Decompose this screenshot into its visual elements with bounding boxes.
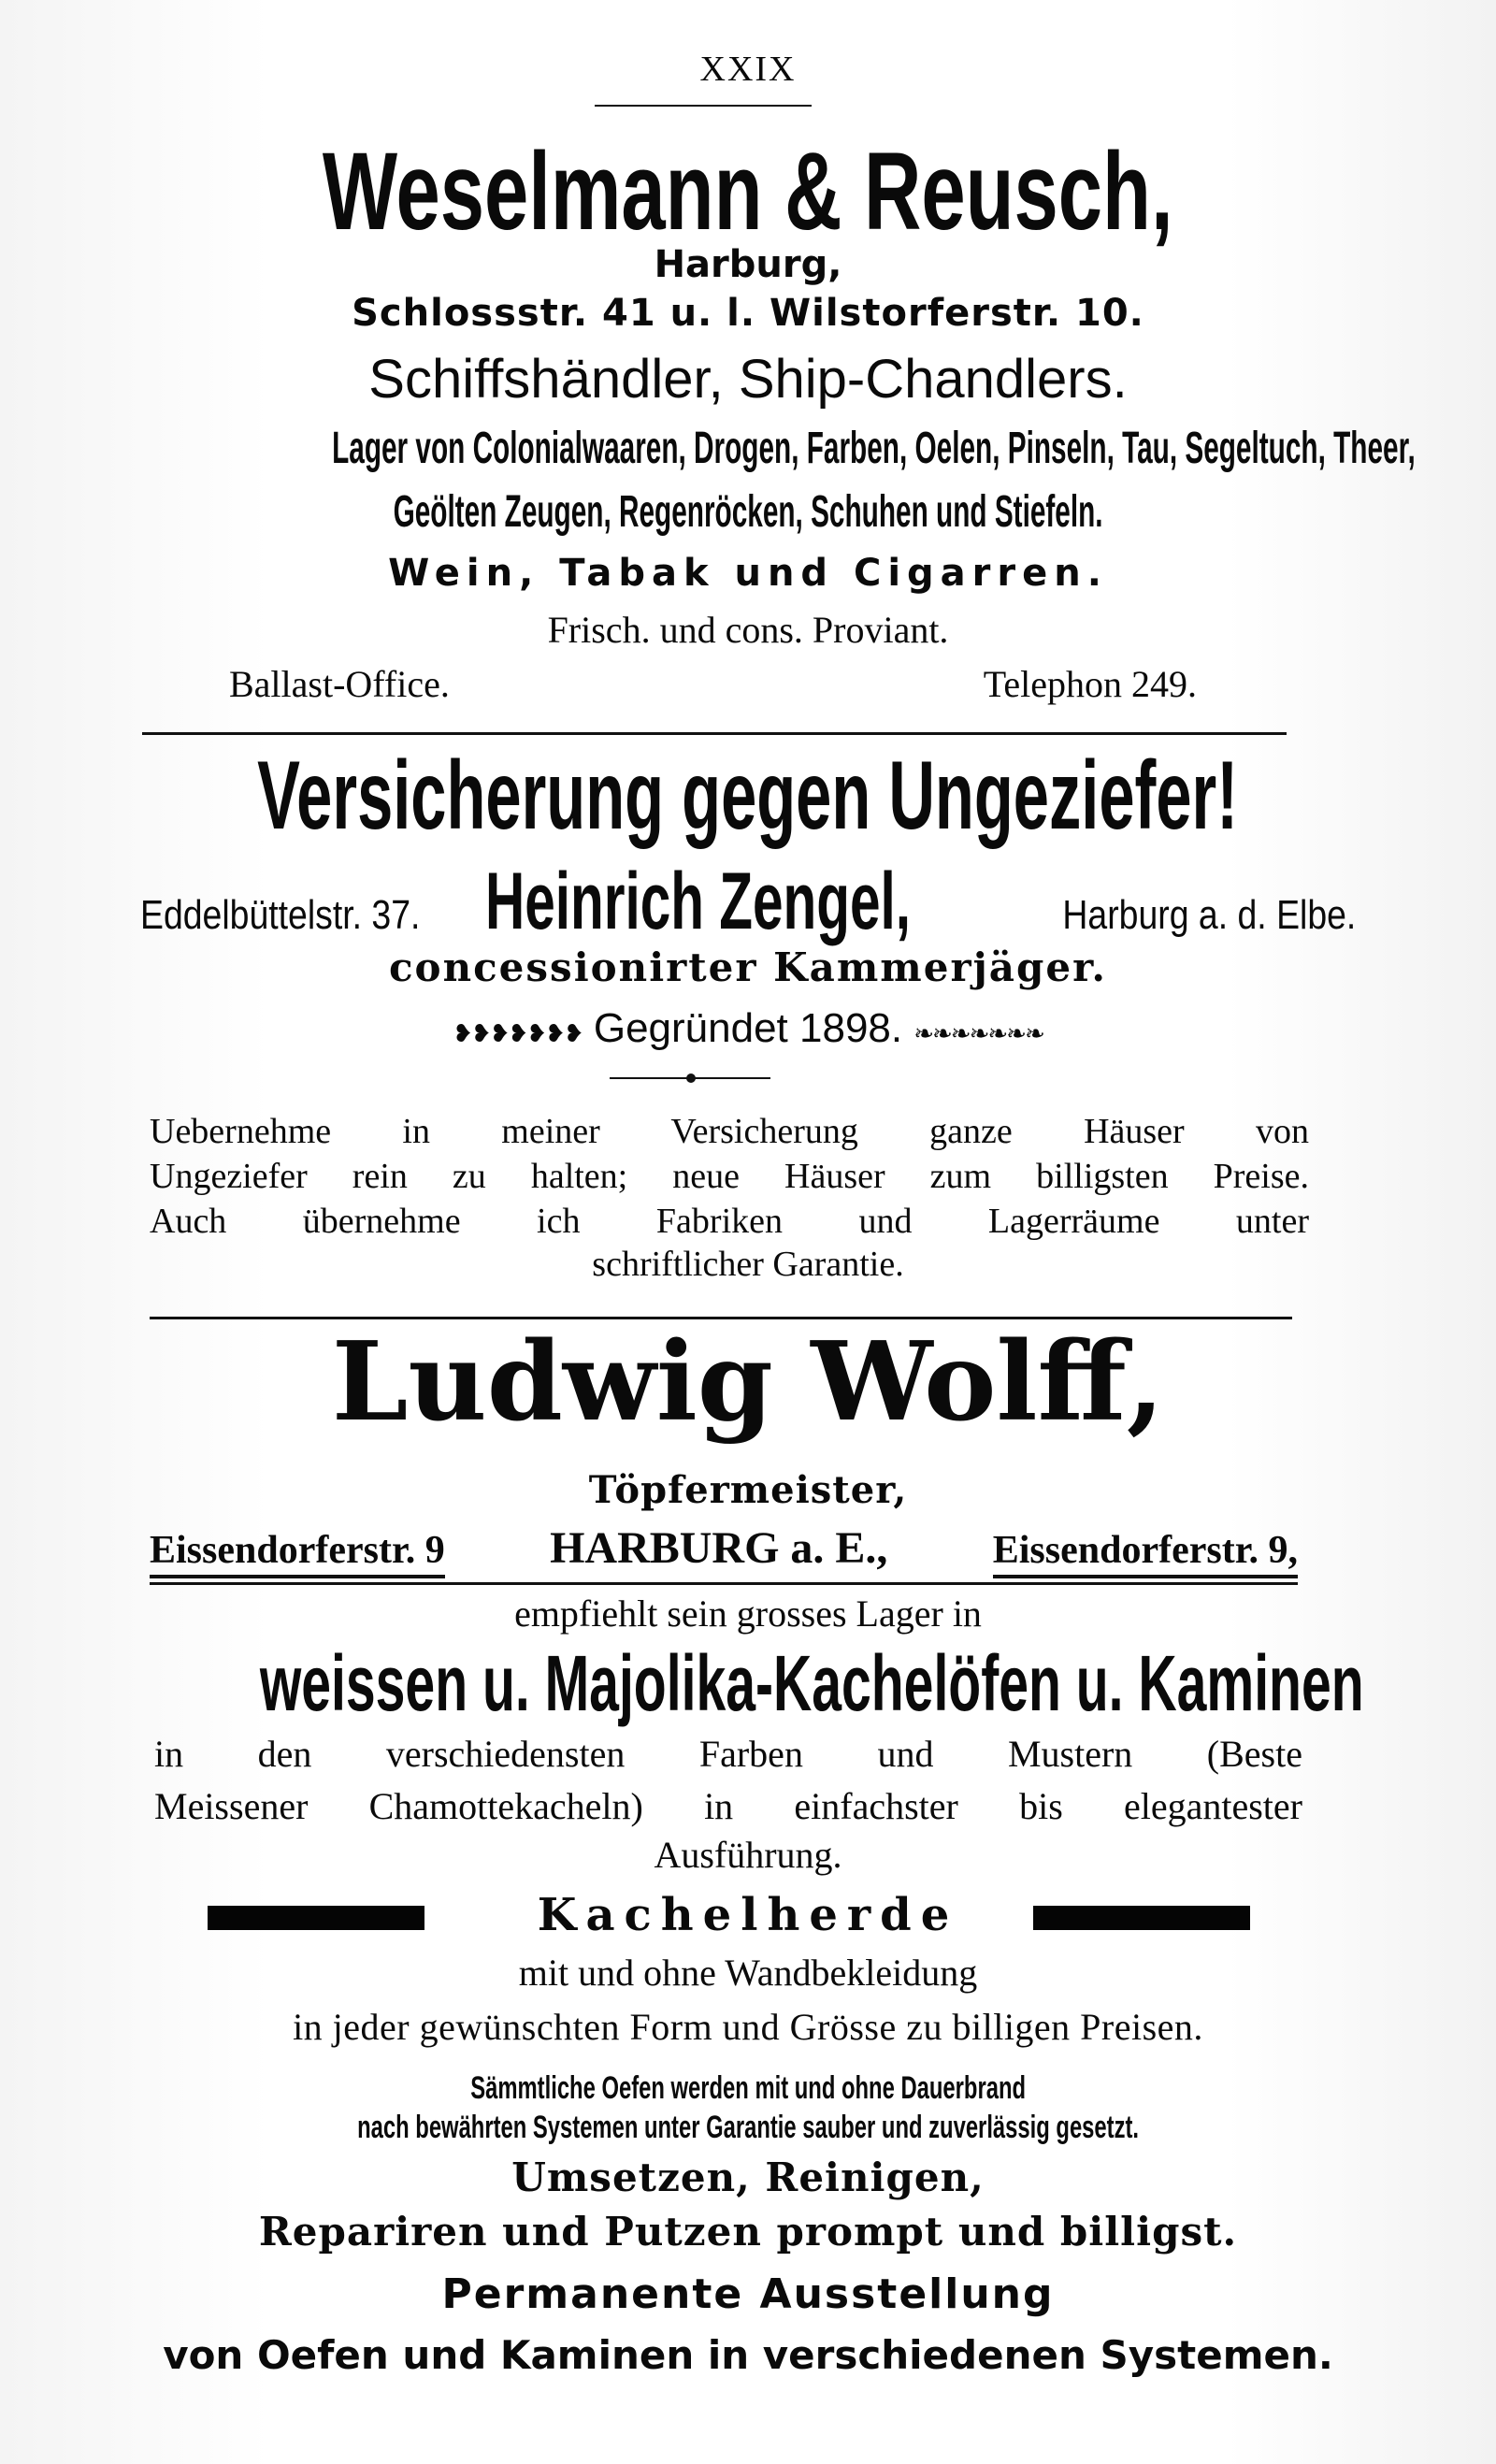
right-ornament-icon: ❧❧❧❧❧❧❧ xyxy=(913,1020,1043,1048)
ad3-kachelherde: Kachelherde xyxy=(537,1889,959,1941)
ad3-wall-lining: mit und ohne Wandbekleidung xyxy=(518,1952,978,1994)
ad3-services1: Umsetzen, Reinigen, xyxy=(511,2154,985,2200)
ad1-company-wrap xyxy=(0,131,1496,252)
ad3-services2: Repariren und Putzen prompt und billigst. xyxy=(258,2209,1238,2255)
ad1-stock-line2-wrap xyxy=(0,486,1496,538)
ad1-footer-row xyxy=(229,662,1197,706)
ad3-stoves-line1-wrap xyxy=(0,2070,1496,2107)
ad2-headline: Versicherung gegen Ungeziefer! xyxy=(257,742,1239,850)
ad1-telephone: Telephon 249. xyxy=(983,663,1197,705)
ad3-address-row xyxy=(150,1522,1298,1578)
ad2-rule-dot xyxy=(686,1073,696,1083)
ad3-stoves-line1: Sämmtliche Oefen werden mit und ohne Dauerbrand xyxy=(470,2070,1026,2106)
ad1-city: Harburg, xyxy=(654,243,842,286)
divider-1 xyxy=(142,732,1287,735)
kachelherde-right-bar xyxy=(1033,1906,1250,1930)
ad1-stock-line1: Lager von Colonialwaaren, Drogen, Farben, Oelen, Pinseln, Tau, Segeltuch, Theer, xyxy=(332,424,1416,473)
left-ornament-icon: ❥❥❥❥❥❥❥ xyxy=(453,1020,583,1048)
ad2-body-line1: Uebernehme in meiner Versicherung ganze Häuser von xyxy=(150,1112,1309,1151)
ad3-desc-line2: Meissener Chamottekacheln) in einfachster bis elegantester xyxy=(154,1785,1302,1827)
ad3-product: weissen u. Majolika-Kachelöfen u. Kaminen xyxy=(259,1639,1364,1727)
ad3-form-size: in jeder gewünschten Form und Grösse zu billigen Preisen. xyxy=(293,2006,1203,2048)
ad3-name: Ludwig Wolff, xyxy=(331,1318,1165,1446)
ad3-street-right: Eissendorferstr. 9, xyxy=(993,1528,1298,1578)
ad2-place: Harburg a. d. Elbe. xyxy=(1062,892,1357,938)
ad1-stock-line1-wrap xyxy=(0,423,1496,474)
page-number-rule xyxy=(595,105,812,107)
ad1-company-name: Weselmann & Reusch, xyxy=(323,130,1173,253)
ad2-body-line2: Ungeziefer rein zu halten; neue Häuser zum billigsten Preise. xyxy=(150,1157,1309,1196)
ad1-ballast-office: Ballast-Office. xyxy=(229,663,450,705)
ad3-recommends: empfiehlt sein grosses Lager in xyxy=(514,1592,982,1635)
ad3-street-left: Eissendorferstr. 9 xyxy=(150,1528,445,1578)
ad3-stoves-line2: nach bewährten Systemen unter Garantie sauber und zuverlässig gesetzt. xyxy=(357,2110,1139,2145)
ad3-city: HARBURG a. E., xyxy=(550,1523,888,1573)
ad2-profession: concessionirter Kammerjäger. xyxy=(388,944,1107,990)
ad3-address-rule xyxy=(150,1582,1298,1585)
ad3-desc-line3: Ausführung. xyxy=(654,1834,842,1876)
ad3-exhibition2: von Oefen und Kaminen in verschiedenen Systemen. xyxy=(163,2332,1333,2378)
ad3-stoves-line2-wrap xyxy=(0,2110,1496,2146)
ad1-address: Schlossstr. 41 u. l. Wilstorferstr. 10. xyxy=(352,292,1144,335)
ad1-provisions: Frisch. und cons. Proviant. xyxy=(547,609,949,651)
ad2-body-line3: Auch übernehme ich Fabriken und Lagerräume unter xyxy=(150,1202,1309,1241)
ad3-exhibition1: Permanente Ausstellung xyxy=(441,2270,1055,2318)
ad2-street: Eddelbüttelstr. 37. xyxy=(140,892,421,938)
ad1-stock-line2: Geölten Zeugen, Regenröcken, Schuhen und Stiefeln. xyxy=(393,487,1103,537)
ad2-founded: Gegründet 1898. xyxy=(593,1005,903,1051)
ad2-headline-wrap xyxy=(0,741,1496,852)
ad3-desc-line1: in den verschiedensten Farben und Mustern (Beste xyxy=(154,1733,1302,1775)
ad2-name: Heinrich Zengel, xyxy=(485,857,912,946)
page-number: XXIX xyxy=(699,50,797,89)
ad2-body-line4: schriftlicher Garantie. xyxy=(592,1245,904,1284)
ad3-profession: Töpfermeister, xyxy=(588,1468,908,1512)
ad3-product-wrap xyxy=(0,1638,1496,1729)
ad2-founded-row xyxy=(0,1005,1496,1052)
ad1-wine-tobacco: Wein, Tabak und Cigarren. xyxy=(388,552,1108,595)
ad1-trade: Schiffshändler, Ship-Chandlers. xyxy=(368,349,1128,410)
ad2-name-row xyxy=(140,856,1357,948)
